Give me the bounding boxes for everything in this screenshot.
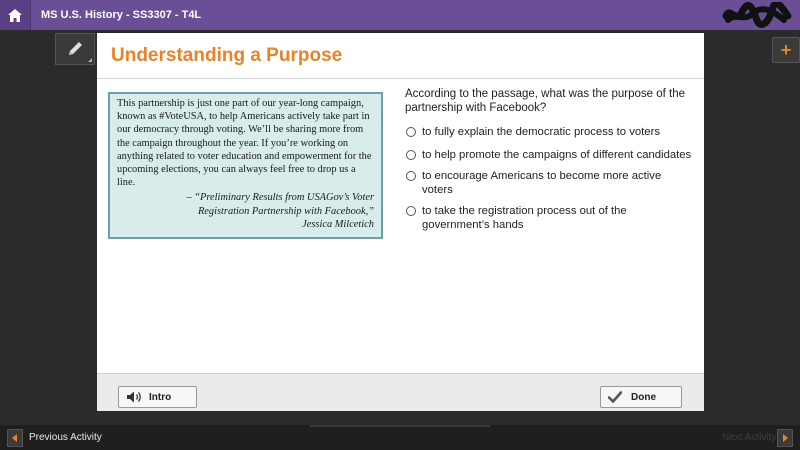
next-activity-label: Next Activity: [722, 432, 777, 443]
answer-option[interactable]: [405, 170, 695, 197]
done-button[interactable]: [600, 386, 682, 408]
passage-attribution-line1: – “Preliminary Results from USAGov’s Voter: [186, 192, 374, 204]
add-button[interactable]: [772, 37, 800, 63]
home-button[interactable]: [0, 0, 31, 30]
activity-title: Understanding a Purpose: [111, 45, 343, 66]
plus-icon: +: [780, 39, 792, 60]
triangle-right-icon: [782, 434, 788, 442]
passage-box: [108, 92, 383, 239]
corner-indicator: [88, 58, 92, 62]
title-divider: [97, 78, 704, 79]
answer-option[interactable]: [405, 149, 695, 163]
pencil-icon: [66, 40, 84, 58]
passage-author: Jessica Milcetich: [302, 218, 374, 230]
radio-button[interactable]: [406, 171, 416, 181]
nav-divider: [480, 425, 490, 427]
course-title: MS U.S. History - SS3307 - T4L: [41, 9, 202, 21]
checkmark-icon: [608, 390, 626, 404]
passage-attribution-line2: Registration Partnership with Facebook,”: [197, 205, 374, 217]
answer-option-label: to fully explain the democratic process to voters: [422, 126, 660, 138]
radio-button[interactable]: [406, 150, 416, 160]
answer-option-label: to help promote the campaigns of different candidates: [422, 148, 692, 161]
bottom-navigation: [0, 425, 800, 450]
radio-button[interactable]: [406, 127, 416, 137]
passage-text: This partnership is just one part of our year-long campaign, known as #VoteUSA, to help Americans actively take part in our democracy through voting. We’ll be sharing more from the campaign throughout the year. If you’re working on anything related to voter education and empowerment for the upcoming elections, you can always feel free to drop us a line.: [117, 98, 372, 189]
nav-divider: [310, 425, 490, 427]
answer-option-label: to take the registration process out of the government’s hands: [422, 205, 627, 231]
done-button-label: Done: [631, 391, 656, 403]
activity-card: [97, 33, 704, 410]
activity-footer: [97, 373, 704, 411]
top-bar: [0, 0, 800, 30]
question-text: According to the passage, what was the purpose of the partnership with Facebook?: [405, 88, 686, 114]
redaction-scribble: [722, 2, 792, 28]
intro-button[interactable]: [118, 386, 197, 408]
radio-button[interactable]: [406, 206, 416, 216]
previous-activity-button[interactable]: [7, 429, 23, 447]
triangle-left-icon: [12, 434, 18, 442]
previous-activity-label[interactable]: Previous Activity: [29, 432, 102, 443]
answer-option-label: to encourage Americans to become more active voters: [422, 170, 662, 196]
answer-options: [405, 126, 695, 232]
notes-button[interactable]: [55, 33, 95, 65]
answer-option[interactable]: [405, 205, 695, 232]
answer-option[interactable]: [405, 126, 695, 140]
speaker-icon: [126, 390, 144, 404]
home-icon: [7, 8, 23, 23]
intro-button-label: Intro: [149, 391, 172, 403]
next-activity-button[interactable]: [777, 429, 793, 447]
